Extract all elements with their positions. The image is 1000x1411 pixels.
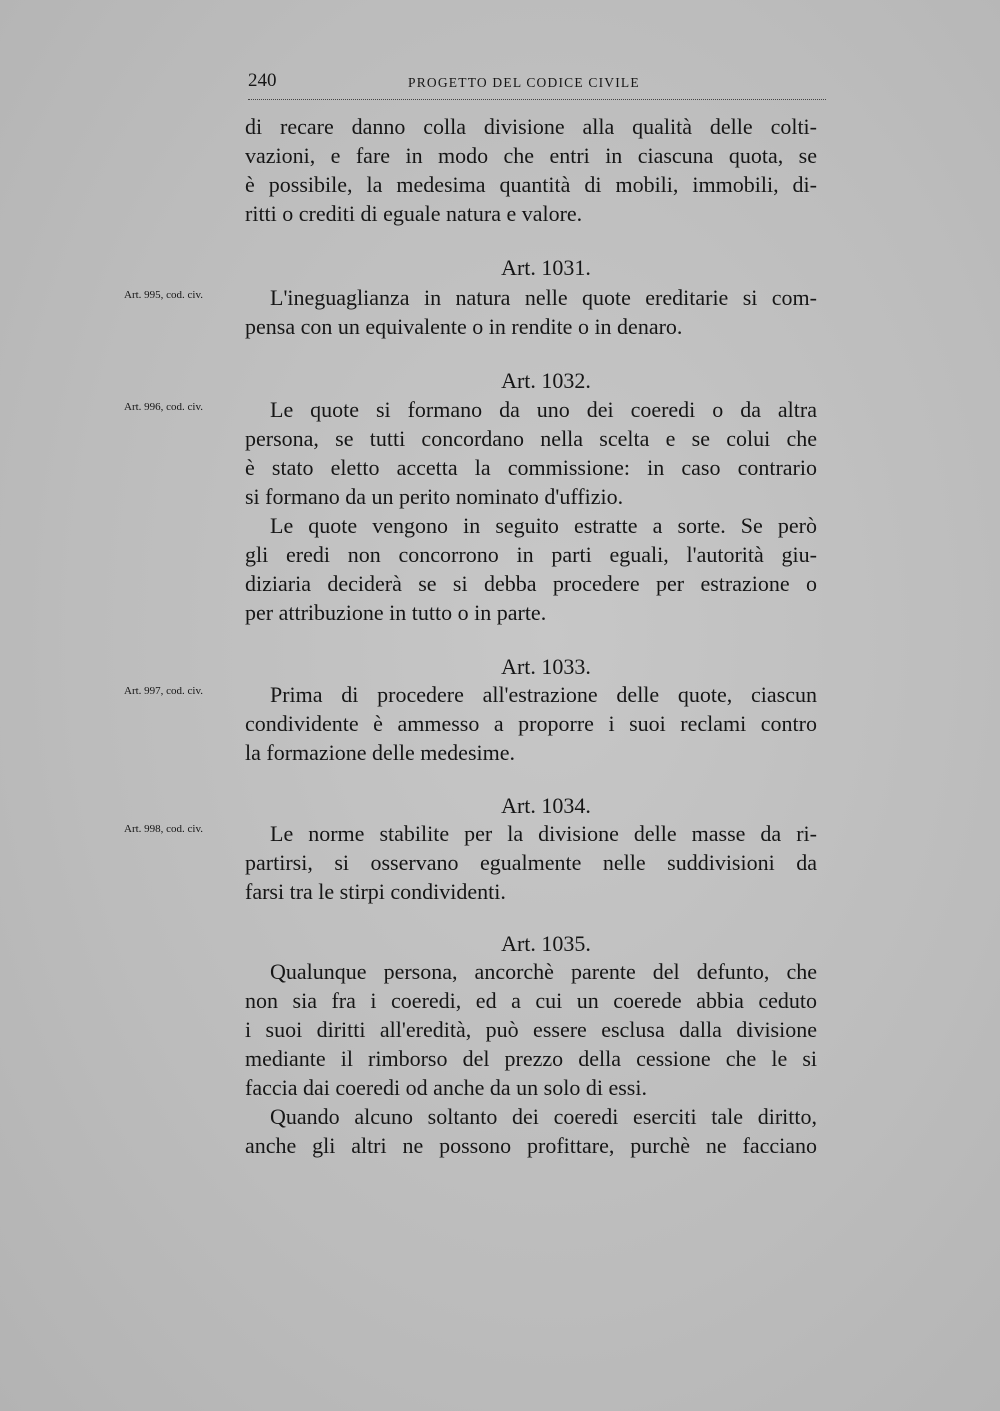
text-line: Prima di procedere all'estrazione delle quote, ciascun: [270, 682, 817, 707]
header-rule: [248, 99, 826, 100]
running-title: PROGETTO DEL CODICE CIVILE: [408, 75, 640, 90]
article-heading-1034: Art. 1034.: [501, 793, 591, 818]
text-line: di recare danno colla divisione alla qualità delle colti-: [245, 114, 817, 139]
text-line: Le quote vengono in seguito estratte a sorte. Se però: [270, 513, 817, 538]
article-heading-1032: Art. 1032.: [501, 368, 591, 393]
text-line: si formano da un perito nominato d'uffizio.: [245, 484, 624, 509]
margin-note-1034: Art. 998, cod. civ.: [124, 823, 204, 835]
article-heading-1033: Art. 1033.: [501, 654, 591, 679]
page-number: 240: [248, 70, 277, 91]
text-line: non sia fra i coeredi, ed a cui un coerede abbia ceduto: [245, 988, 817, 1013]
text-line: vazioni, e fare in modo che entri in ciascuna quota, se: [245, 143, 817, 168]
text-line: ritti o crediti di eguale natura e valore.: [245, 201, 583, 226]
text-line: pensa con un equivalente o in rendite o in denaro.: [245, 314, 683, 339]
text-line: farsi tra le stirpi condividenti.: [245, 879, 506, 904]
text-line: Qualunque persona, ancorchè parente del defunto, che: [270, 959, 817, 984]
text-line: i suoi diritti all'eredità, può essere esclusa dalla divisione: [245, 1017, 817, 1042]
running-head: [248, 70, 826, 100]
text-line: è possibile, la medesima quantità di mobili, immobili, di-: [245, 172, 817, 197]
text-line: Quando alcuno soltanto dei coeredi eserciti tale diritto,: [270, 1104, 817, 1129]
text-line: la formazione delle medesime.: [245, 740, 515, 765]
margin-note-1033: Art. 997, cod. civ.: [124, 685, 204, 697]
margin-note-1032: Art. 996, cod. civ.: [124, 401, 204, 413]
article-heading-1035: Art. 1035.: [501, 931, 591, 956]
text-line: partirsi, si osservano egualmente nelle suddivisioni da: [245, 850, 817, 875]
text-line: persona, se tutti concordano nella scelta e se colui che: [245, 426, 817, 451]
text-line: mediante il rimborso del prezzo della cessione che le si: [245, 1046, 817, 1071]
text-line: condividente è ammesso a proporre i suoi reclami contro: [245, 711, 817, 736]
text-line: faccia dai coeredi od anche da un solo di essi.: [245, 1075, 647, 1100]
text-line: è stato eletto accetta la commissione: in caso contrario: [245, 455, 817, 480]
text-line: Le quote si formano da uno dei coeredi o da altra: [270, 397, 817, 422]
text-line: L'ineguaglianza in natura nelle quote ereditarie si com-: [270, 285, 817, 310]
margin-note-1031: Art. 995, cod. civ.: [124, 289, 204, 301]
article-heading-1031: Art. 1031.: [501, 255, 591, 280]
text-line: diziaria deciderà se si debba procedere per estrazione o: [245, 571, 817, 596]
text-line: anche gli altri ne possono profittare, purchè ne facciano: [245, 1133, 817, 1158]
text-line: Le norme stabilite per la divisione delle masse da ri-: [270, 821, 817, 846]
text-line: gli eredi non concorrono in parti eguali, l'autorità giu-: [245, 542, 817, 567]
text-line: per attribuzione in tutto o in parte.: [245, 600, 547, 625]
